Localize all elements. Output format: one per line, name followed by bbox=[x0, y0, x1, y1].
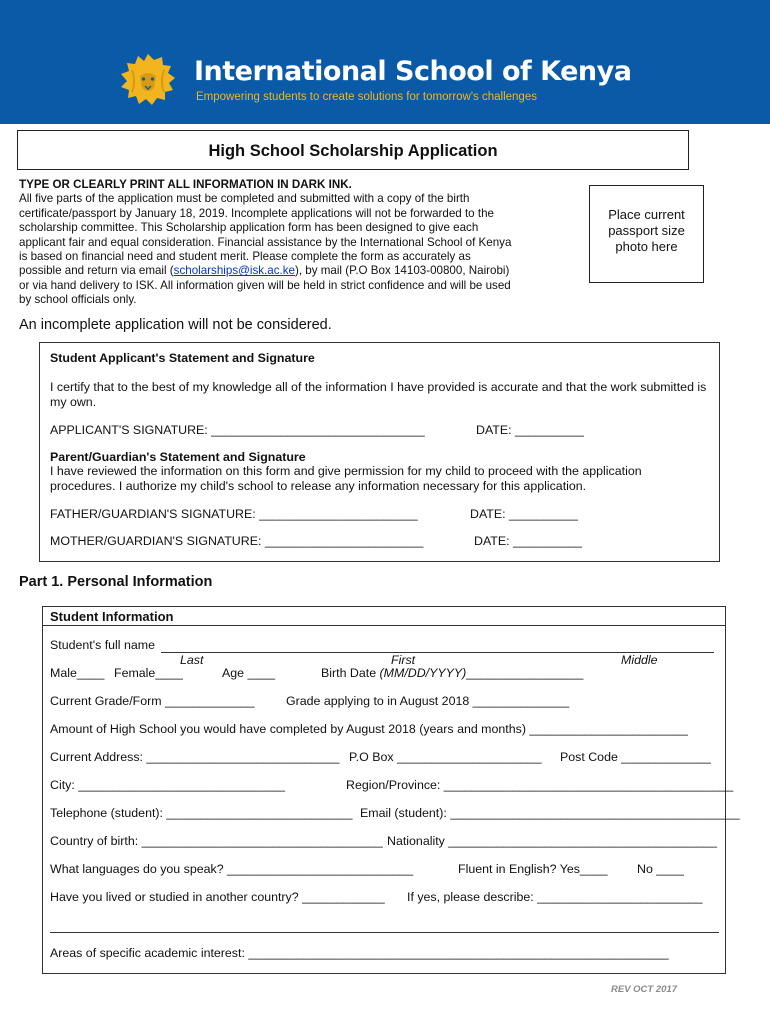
applicant-statement-text: my own. bbox=[50, 395, 97, 409]
intro-line bbox=[19, 264, 579, 278]
post-code-field[interactable]: Post Code _____________ bbox=[560, 750, 711, 764]
birth-date-label: Birth Date bbox=[321, 666, 380, 680]
intro-line: certificate/passport by January 18, 2019. Incomplete applications will not be forwarded to the bbox=[19, 206, 494, 220]
part1-title: Part 1. Personal Information bbox=[19, 574, 213, 590]
male-field[interactable]: Male____ bbox=[50, 666, 105, 680]
photo-box-text: passport size bbox=[608, 223, 685, 238]
academic-interest-field[interactable]: Areas of specific academic interest: _____________________________________________________________ bbox=[50, 946, 669, 960]
incomplete-notice: An incomplete application will not be considered. bbox=[19, 317, 332, 333]
current-address-field[interactable]: Current Address: ____________________________ bbox=[50, 750, 340, 764]
applicant-date-field[interactable]: DATE: __________ bbox=[476, 423, 584, 437]
nationality-field[interactable]: Nationality _______________________________________ bbox=[387, 834, 718, 848]
high-school-completed-field[interactable]: Amount of High School you would have completed by August 2018 (years and months) _______________________ bbox=[50, 722, 688, 736]
name-middle-caption: Middle bbox=[621, 653, 658, 667]
student-email-field[interactable]: Email (student): __________________________________________ bbox=[360, 806, 740, 820]
student-information-section bbox=[42, 606, 740, 974]
city-field[interactable]: City: ______________________________ bbox=[50, 778, 285, 792]
school-tagline: Empowering students to create solutions for tomorrow's challenges bbox=[196, 91, 537, 103]
intro-line: by school officials only. bbox=[19, 293, 137, 307]
intro-line: applicant fair and equal consideration. Financial assistance by the International School of Kenya bbox=[19, 235, 512, 249]
intro-line: scholarship committee. This Scholarship application form has been designed to give each bbox=[19, 221, 479, 235]
intro-text: ), by mail (P.O Box 14103-00800, Nairobi) bbox=[294, 264, 510, 278]
father-signature-field[interactable]: FATHER/GUARDIAN'S SIGNATURE: _______________________ bbox=[50, 507, 418, 521]
intro-line: is based on financial need and student merit. Please complete the form as accurately as bbox=[19, 250, 471, 264]
birth-date-blank: _________________ bbox=[466, 666, 584, 680]
fluent-english-yes-field[interactable]: Fluent in English? Yes____ bbox=[458, 862, 608, 876]
country-of-birth-field[interactable]: Country of birth: ___________________________________ bbox=[50, 834, 383, 848]
lived-abroad-description-field[interactable]: If yes, please describe: ________________________ bbox=[407, 890, 703, 904]
fluent-english-no-field[interactable]: No ____ bbox=[637, 862, 684, 876]
name-first-caption: First bbox=[391, 653, 416, 667]
telephone-field[interactable]: Telephone (student): ___________________________ bbox=[50, 806, 353, 820]
passport-photo-box bbox=[589, 185, 704, 283]
po-box-field[interactable]: P.O Box _____________________ bbox=[349, 750, 542, 764]
applicant-statement-text: I certify that to the best of my knowledge all of the information I have provided is accurate and that the work submitted is bbox=[50, 380, 707, 394]
student-information-heading: Student Information bbox=[43, 607, 725, 626]
form-title: High School Scholarship Application bbox=[17, 130, 689, 170]
description-continuation-line[interactable] bbox=[50, 932, 719, 933]
scholarship-email-link[interactable]: scholarships@isk.ac.ke bbox=[173, 264, 295, 278]
intro-line: All five parts of the application must be completed and submitted with a copy of the birth bbox=[19, 192, 470, 206]
current-grade-field[interactable]: Current Grade/Form _____________ bbox=[50, 694, 255, 708]
name-last-caption: Last bbox=[180, 653, 204, 667]
revision-label: REV OCT 2017 bbox=[611, 984, 677, 995]
birth-date-field[interactable] bbox=[321, 666, 583, 680]
photo-box-text: photo here bbox=[615, 239, 678, 254]
lion-head-logo bbox=[118, 52, 178, 106]
region-field[interactable]: Region/Province: __________________________________________ bbox=[346, 778, 734, 792]
father-date-field[interactable]: DATE: __________ bbox=[470, 507, 578, 521]
birth-date-format: (MM/DD/YYYY) bbox=[379, 666, 467, 680]
languages-field[interactable]: What languages do you speak? ___________________________ bbox=[50, 862, 414, 876]
full-name-label: Student's full name bbox=[50, 638, 155, 652]
mother-date-field[interactable]: DATE: __________ bbox=[474, 534, 582, 548]
parent-statement-text: I have reviewed the information on this form and give permission for my child to proceed with the application bbox=[50, 464, 642, 478]
photo-box-text: Place current bbox=[608, 207, 685, 222]
parent-statement-text: procedures. I authorize my child's school to release any information necessary for this application. bbox=[50, 479, 587, 493]
intro-heading: TYPE OR CLEARLY PRINT ALL INFORMATION IN DARK INK. bbox=[19, 178, 352, 191]
female-field[interactable]: Female____ bbox=[114, 666, 183, 680]
school-name: International School of Kenya bbox=[194, 56, 632, 87]
grade-applying-field[interactable]: Grade applying to in August 2018 ______________ bbox=[286, 694, 570, 708]
lived-abroad-field[interactable]: Have you lived or studied in another country? ____________ bbox=[50, 890, 385, 904]
intro-line: or via hand delivery to ISK. All information given will be held in strict confidence and will be used bbox=[19, 278, 511, 292]
age-field[interactable]: Age ____ bbox=[222, 666, 276, 680]
signature-section bbox=[39, 342, 720, 562]
intro-instructions bbox=[19, 178, 579, 308]
applicant-statement-heading: Student Applicant's Statement and Signature bbox=[50, 351, 315, 365]
intro-text: possible and return via email ( bbox=[19, 264, 174, 278]
header-banner bbox=[0, 0, 770, 124]
applicant-signature-field[interactable]: APPLICANT'S SIGNATURE: _______________________________ bbox=[50, 423, 425, 437]
parent-statement-heading: Parent/Guardian's Statement and Signature bbox=[50, 450, 306, 464]
mother-signature-field[interactable]: MOTHER/GUARDIAN'S SIGNATURE: _______________________ bbox=[50, 534, 424, 548]
